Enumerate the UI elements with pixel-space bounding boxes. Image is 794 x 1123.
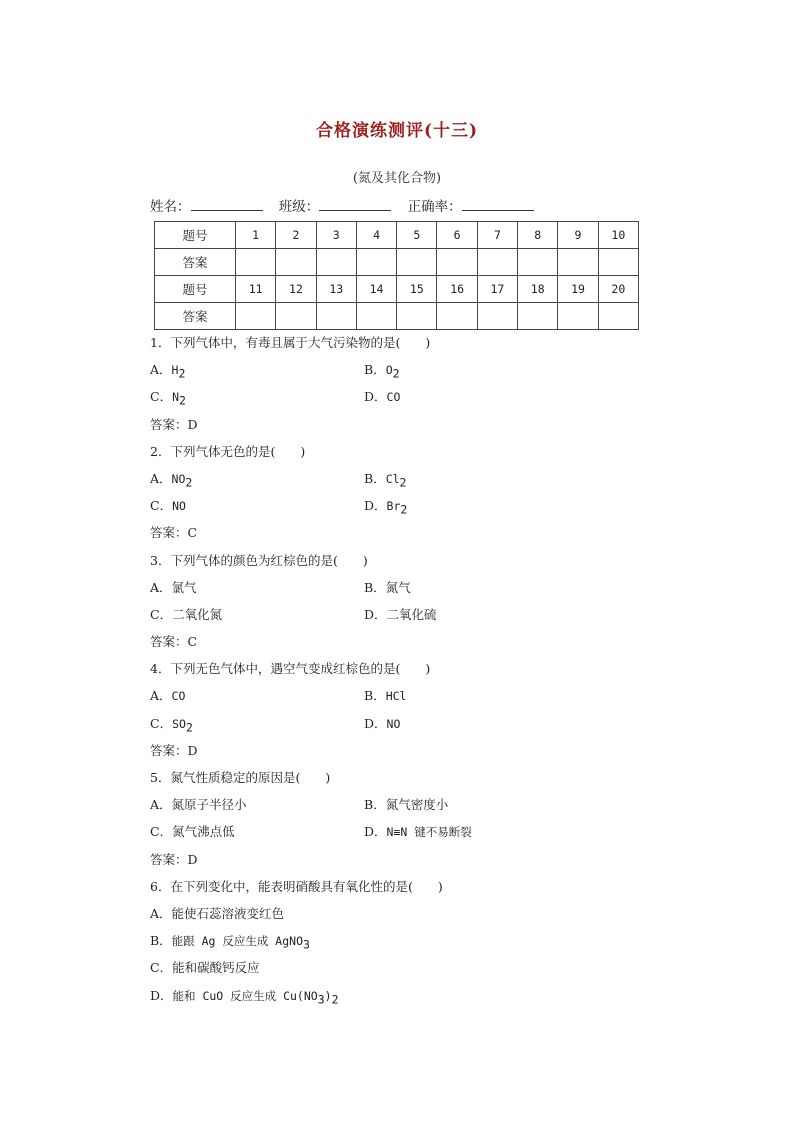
option-row [150,954,710,981]
question-stem: 2．下列气体无色的是( ) [150,443,306,459]
option-text: 能使石蕊溶液变红色 [171,905,285,921]
grid-question-number: 3 [316,222,356,249]
option-row [150,356,710,383]
grid-answer-cell[interactable] [518,303,558,330]
option-c[interactable] [150,492,186,520]
grid-answer-cell[interactable] [316,249,356,276]
option-b[interactable] [364,574,411,601]
grid-question-number: 7 [477,222,517,249]
option-row [150,682,710,709]
question-stem: 6．在下列变化中，能表明硝酸具有氧化性的是( ) [150,878,443,894]
grid-header-label: 题号 [155,222,236,249]
option-text: NO [172,499,186,514]
option-label: B． [364,470,386,486]
grid-question-number: 8 [518,222,558,249]
option-row [150,927,710,954]
option-c[interactable] [150,818,235,845]
option-c[interactable] [150,960,260,975]
option-label: A． [150,579,172,595]
option-text: H [171,363,179,378]
grid-answer-cell[interactable] [316,303,356,330]
option-label: A． [150,797,172,813]
grid-question-number: 13 [316,276,356,303]
option-text: Br [386,499,401,514]
option-text: O [385,363,393,378]
option-text: 能和碳酸钙反应 [172,960,260,976]
option-label: B． [150,933,172,949]
question-stem: 1．下列气体中，有毒且属于大气污染物的是( ) [150,335,431,350]
class-label: 班级： [278,199,320,215]
option-row [150,710,710,737]
option-text: 能跟 Ag 反应生成 AgNO [171,934,303,949]
option-text: 氮气密度小 [385,797,449,813]
option-subscript: 2 [400,502,408,517]
grid-answer-cell[interactable] [437,249,477,276]
option-text: HCl [385,689,407,704]
question-block [150,438,710,547]
option-c[interactable] [150,601,222,628]
option-row [150,982,710,1009]
grid-question-number: 10 [598,222,638,249]
option-label: D． [364,498,387,514]
student-info-line [150,195,546,215]
rate-label: 正确率： [407,199,462,215]
question-stem: 5．氮气性质稳定的原因是( ) [150,770,331,785]
grid-question-number: 4 [356,222,396,249]
question-stem: 3．下列气体的颜色为红棕色的是( ) [150,552,368,568]
option-label: D． [364,606,387,622]
option-label: B． [364,797,386,813]
option-row [150,601,710,628]
option-b[interactable] [150,933,310,952]
option-label: C． [150,824,173,840]
grid-answer-cell[interactable] [558,249,598,276]
question-block [150,547,710,656]
option-label: C． [150,715,173,731]
option-text: N [172,390,180,405]
option-row [150,791,710,818]
option-b[interactable] [364,791,448,818]
option-d[interactable] [364,601,437,628]
grid-number-row [155,222,639,249]
grid-answer-cell[interactable] [397,249,437,276]
answer-text: 答案：C [150,525,198,541]
grid-answer-cell[interactable] [397,303,437,330]
option-text: Cl [385,471,400,486]
option-subscript: 2 [185,720,193,735]
answer-grid-table [154,221,639,330]
option-text: 氮原子半径小 [171,797,247,813]
option-a[interactable] [150,791,247,818]
grid-question-number: 14 [356,276,396,303]
grid-answer-row [155,249,639,276]
option-d[interactable] [364,710,400,738]
grid-answer-cell[interactable] [276,249,316,276]
answer-text: 答案：D [150,416,198,432]
grid-answer-cell[interactable] [477,249,517,276]
option-text: CO [386,390,401,405]
option-label: A． [150,362,172,378]
name-field [150,195,263,215]
option-label: D． [364,389,387,405]
option-label: C． [150,960,173,976]
grid-answer-cell[interactable] [598,249,638,276]
option-a[interactable] [150,906,284,921]
option-a[interactable] [150,682,185,710]
class-field [279,195,392,215]
grid-question-number: 1 [236,222,276,249]
grid-answer-cell[interactable] [276,303,316,330]
grid-question-number: 16 [437,276,477,303]
option-subscript: 3 [303,937,310,952]
grid-answer-cell[interactable] [518,249,558,276]
option-subscript: 2 [178,366,186,381]
question-block [150,764,710,873]
option-label: B． [364,362,386,378]
grid-question-number: 12 [276,276,316,303]
option-d[interactable] [364,383,400,411]
question-stem: 4．下列无色气体中，遇空气变成红棕色的是( ) [150,661,431,677]
grid-question-number: 19 [558,276,598,303]
option-row [150,900,710,927]
question-block [150,655,710,764]
page-subtitle: (氮及其化合物) [352,171,442,186]
rate-field [408,195,534,215]
option-label: C． [150,389,173,405]
question-block [150,873,710,1009]
grid-answer-cell[interactable] [477,303,517,330]
option-row [150,818,710,845]
question-list [150,329,710,1009]
grid-number-row [155,276,639,303]
grid-answer-row [155,303,639,330]
question-block [150,329,710,438]
answer-text: 答案：D [150,742,198,758]
option-d[interactable] [364,818,472,846]
name-blank[interactable] [191,198,263,211]
option-subscript: 2 [179,393,186,408]
option-b[interactable] [364,682,406,710]
option-text: 氯气 [171,579,197,595]
option-label: D． [364,715,387,731]
option-label: A． [150,688,172,704]
grid-answer-cell[interactable] [437,303,477,330]
grid-answer-cell[interactable] [558,303,598,330]
option-text: 能和 CuO 反应生成 Cu(NO [172,988,318,1003]
answer-text: 答案：D [150,851,198,867]
option-subscript: 2 [399,475,407,490]
grid-question-number: 5 [397,222,437,249]
grid-answer-cell[interactable] [236,303,276,330]
option-subscript: 2 [185,475,193,490]
grid-question-number: 2 [276,222,316,249]
grid-question-number: 17 [477,276,517,303]
grid-question-number: 11 [236,276,276,303]
option-text: 氮气 [385,579,411,595]
option-row [150,574,710,601]
page-title: 合格演练测评(十三) [315,121,479,141]
class-blank[interactable] [319,198,391,211]
option-text: 氮气沸点低 [172,824,235,840]
grid-question-number: 9 [558,222,598,249]
option-row [150,383,710,410]
grid-question-number: 20 [598,276,638,303]
option-label: D． [364,824,387,840]
option-label: D． [150,987,173,1003]
option-label: B． [364,688,386,704]
option-label: A． [150,470,172,486]
grid-answer-label: 答案 [155,249,236,276]
rate-blank[interactable] [462,198,534,211]
grid-answer-cell[interactable] [356,303,396,330]
option-row [150,492,710,519]
name-label: 姓名： [150,199,191,215]
option-text: NO [171,471,186,486]
option-tail: ) [324,988,332,1003]
option-text: 二氧化硫 [386,606,437,622]
option-label: B． [364,579,386,595]
option-d[interactable] [150,987,339,1006]
option-text: SO [172,716,186,731]
option-subscript: 2 [392,366,400,381]
option-label: A． [150,905,172,921]
option-text: NO [386,716,401,731]
grid-question-number: 15 [397,276,437,303]
grid-header-label: 题号 [155,276,236,303]
option-a[interactable] [150,574,197,601]
option-text: N≡N 键不易断裂 [386,825,472,840]
grid-answer-cell[interactable] [598,303,638,330]
grid-answer-cell[interactable] [356,249,396,276]
option-label: C． [150,498,173,514]
option-text: CO [171,689,186,704]
grid-answer-cell[interactable] [236,249,276,276]
option-subscript: 3 [317,992,325,1006]
option-tail-subscript: 2 [331,992,339,1006]
option-text: 二氧化氮 [172,606,223,622]
grid-question-number: 18 [518,276,558,303]
option-label: C． [150,606,173,622]
option-row [150,465,710,492]
answer-text: 答案：C [150,634,198,650]
grid-answer-label: 答案 [155,303,236,330]
grid-question-number: 6 [437,222,477,249]
